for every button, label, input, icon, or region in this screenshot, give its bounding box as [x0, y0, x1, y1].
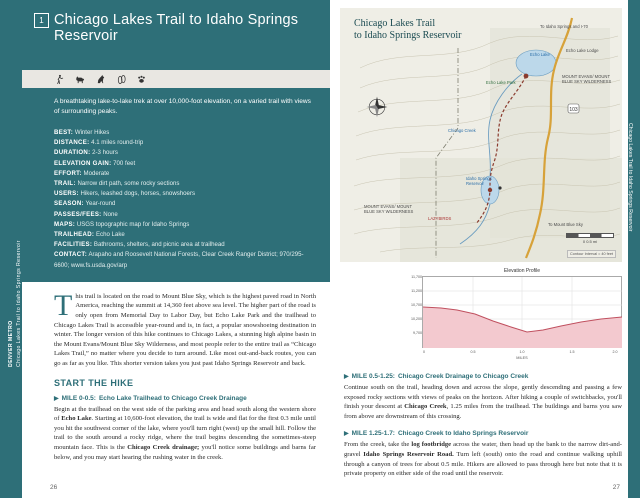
mile-section-heading — [344, 373, 622, 380]
spec-value: None — [103, 210, 118, 218]
x-tick: 1.5 — [569, 350, 575, 354]
x-tick: 0 — [423, 350, 425, 354]
spec-value: Echo Lake — [95, 231, 125, 239]
mile-range: MILE 0.5-1.25: — [351, 373, 395, 380]
map-label-wilderness-south: MOUNT EVANS/ MOUNT BLUE SKY WILDERNESS — [364, 204, 414, 214]
spec-value: Narrow dirt path, some rocky sections — [77, 180, 180, 188]
y-tick: 10,200 — [411, 317, 422, 321]
x-tick: 0.5 — [470, 350, 476, 354]
triangle-bullet-icon: ▶ — [344, 431, 349, 438]
snowshoe-icon — [116, 74, 127, 85]
map-label-echo-lake-lodge: Echo Lake Lodge — [566, 48, 599, 53]
hike-header — [22, 0, 330, 62]
spec-key: BEST: — [54, 129, 74, 136]
y-tick: 9,700 — [413, 331, 422, 335]
spec-key: TRAIL: — [54, 180, 76, 188]
mile-range: MILE 1.25-1.7: — [351, 430, 395, 438]
start-the-hike-heading: START THE HIKE — [54, 377, 134, 388]
spec-value: Moderate — [83, 169, 110, 177]
paw-icon — [136, 74, 147, 85]
spec-key: MAPS: — [54, 220, 76, 228]
spec-value: 700 feet — [113, 159, 136, 167]
spec-value: Year-round — [85, 200, 116, 208]
spec-key: ELEVATION GAIN: — [54, 159, 112, 167]
page-number-right: 27 — [612, 484, 620, 491]
mile-section-title: Chicago Creek to Idaho Springs Reservoir — [397, 430, 529, 438]
elevation-profile-chart — [411, 268, 622, 360]
triangle-bullet-icon: ▶ — [54, 395, 59, 402]
map-scale-bar — [566, 233, 614, 244]
elevation-profile-title: Elevation Profile — [503, 268, 541, 274]
map-contour-note: Contour Interval = 40 feet — [567, 250, 616, 258]
map-label-idaho-springs-reservoir: Idaho Springs Reservoir — [466, 176, 492, 186]
map-label-lazybirds: LAZYBIRDS — [428, 216, 452, 221]
mile-section-body: Continue south on the trail, heading down and across the slope, gently descending and passing a few exposed rocky sections with views of peaks on the horizon. After hiking a couple of switchbacks, you'll finish your descent at Chicago Creek, 1.25 miles from the trailhead. The buildings and barns you saw from above are downstream of this crossing. — [344, 384, 622, 420]
map-label-to-idaho-springs: To Idaho Springs and I-70 — [540, 24, 588, 29]
x-axis-label: MILES — [516, 356, 528, 360]
right-page-side-tab — [628, 0, 640, 498]
spec-value: Hikers, leashed dogs, horses, snowshoers — [80, 190, 196, 198]
hike-intro-callout: A breathtaking lake-to-lake trek at over 10,000-foot elevation, on a varied trail with views of surrounding peaks. — [22, 88, 330, 126]
map-title-line1: Chicago Lakes Trail — [354, 18, 436, 29]
y-tick: 11,200 — [411, 289, 422, 293]
mile-range: MILE 0-0.5: — [61, 394, 96, 402]
spec-key: EFFORT: — [54, 169, 82, 177]
hike-specs-list — [22, 126, 330, 282]
y-tick: 10,700 — [411, 303, 422, 307]
page-title: Chicago Lakes Trail to Idaho Springs Reservoir — [54, 12, 299, 44]
spec-value: USGS topographic map for Idaho Springs — [76, 220, 190, 228]
mile-section-title: Echo Lake Trailhead to Chicago Creek Drainage — [98, 394, 247, 402]
hike-number-badge: 1 — [34, 13, 49, 28]
spec-value: Bathrooms, shelters, and picnic area at trailhead — [93, 241, 225, 249]
mile-section-title: Chicago Creek Drainage to Chicago Creek — [397, 373, 529, 380]
page-number-left: 26 — [50, 484, 58, 491]
right-page — [330, 0, 640, 498]
x-tick: 1.0 — [519, 350, 525, 354]
activity-icon-row — [22, 70, 330, 88]
left-body — [22, 282, 330, 462]
hiker-icon — [54, 74, 65, 85]
spec-key: DISTANCE: — [54, 139, 90, 147]
side-tab-title: Chicago Lakes Trail to Idaho Springs Reservoir — [16, 240, 22, 367]
left-page-side-tab — [0, 0, 22, 498]
map-label-chicago-creek: Chicago Creek — [448, 128, 476, 133]
trail-map[interactable] — [340, 8, 622, 262]
triangle-bullet-icon: ▶ — [344, 374, 349, 380]
map-title — [354, 18, 462, 42]
map-label-wilderness-north: MOUNT EVANS/ MOUNT BLUE SKY WILDERNESS — [562, 74, 612, 84]
map-label-echo-lake: Echo Lake — [530, 52, 550, 57]
mile-section-heading — [344, 430, 622, 437]
mile-section-body: Begin at the trailhead on the west side of the parking area and head south along the western shore of Echo Lake. Starting at 10,600-foot elevation, the trail is wide and flat for the first 0.3 mile until you hit the southwest corner of the lake, where you'll turn right (west) up the small hill. Follow the trail to the south around a rocky ridge, where the trail begins descending the sometimes-steep mountain face. This is the Chicago Creek drainage; you'll notice some buildings and barns far below, and you may start hearing the rushing water in the creek. — [54, 405, 316, 461]
x-tick: 2.0 — [612, 350, 618, 354]
side-tab-section: DENVER METRO — [8, 320, 14, 367]
map-label-echo-lake-park: Echo Lake Park — [486, 80, 516, 85]
spec-value: Winter Hikes — [74, 129, 110, 136]
mile-section-body: From the creek, take the log footbridge across the water, then head up the bank to the narrow dirt-and-gravel Idaho Springs Reservoir Road. Turn left (south) onto the road and continue walking uphill through a canyon of trees for about 0.5 mile. Hikers are allowed to pass through here but note that it is private property on either side of the road until the reservoir. — [344, 441, 623, 478]
intro-paragraph: his trail is located on the road to Mount Blue Sky, which is the highest paved road in North America, reaching the summit at 14,360 feet above sea level. The higher part of the road is only open from Memorial Day to Labor Day, but Echo Lake Park and the trailhead to Chicago Lakes Trail is accessible year-round and is, in fact, a popular snowshoeing destination in winter. The longer version of this hike continues to Chicago Lakes, a stunning high alpine basin in the Mount Evans/Mount Blue Sky Wilderness, and most people refer to the entire trail as “Chicago Lakes Trail,” no matter where you decide to turn around. Like most out-and-back routes, you can go as far as you like. This shorter version takes you just past Idaho Springs Reservoir and back. — [54, 292, 316, 367]
spec-key: SEASON: — [54, 200, 84, 208]
elevation-profile-plot — [411, 275, 622, 354]
spec-key: PASSES/FEES: — [54, 210, 102, 218]
spec-key: CONTACT: — [54, 251, 88, 259]
spec-value: 2-3 hours — [92, 149, 118, 157]
spec-key: DURATION: — [54, 149, 91, 157]
right-body — [344, 366, 622, 479]
spec-key: FACILITIES: — [54, 241, 93, 249]
horse-icon — [95, 74, 107, 85]
map-title-line2: to Idaho Springs Reservoir — [354, 30, 462, 41]
map-scale-label: 0 0.5 mi — [582, 239, 598, 244]
drop-cap: T — [54, 288, 73, 322]
dog-icon — [74, 74, 86, 85]
spec-key: TRAILHEAD: — [54, 231, 95, 239]
mile-section-heading — [54, 395, 316, 402]
spec-key: USERS: — [54, 190, 79, 198]
spec-value: Arapaho and Roosevelt National Forests, Clear Creek Ranger District; 970/295-6600; www.fs.usda.gov/arp — [54, 251, 304, 269]
svg-text:103: 103 — [569, 107, 578, 113]
y-tick: 11,700 — [411, 275, 422, 279]
compass-rose-icon — [364, 94, 390, 125]
side-tab-title: Chicago Lakes Trail to Idaho Springs Reservoir — [627, 123, 633, 232]
map-label-to-mount-blue-sky: To Mount Blue Sky — [548, 222, 583, 227]
spec-value: 4.1 miles round-trip — [91, 139, 144, 147]
